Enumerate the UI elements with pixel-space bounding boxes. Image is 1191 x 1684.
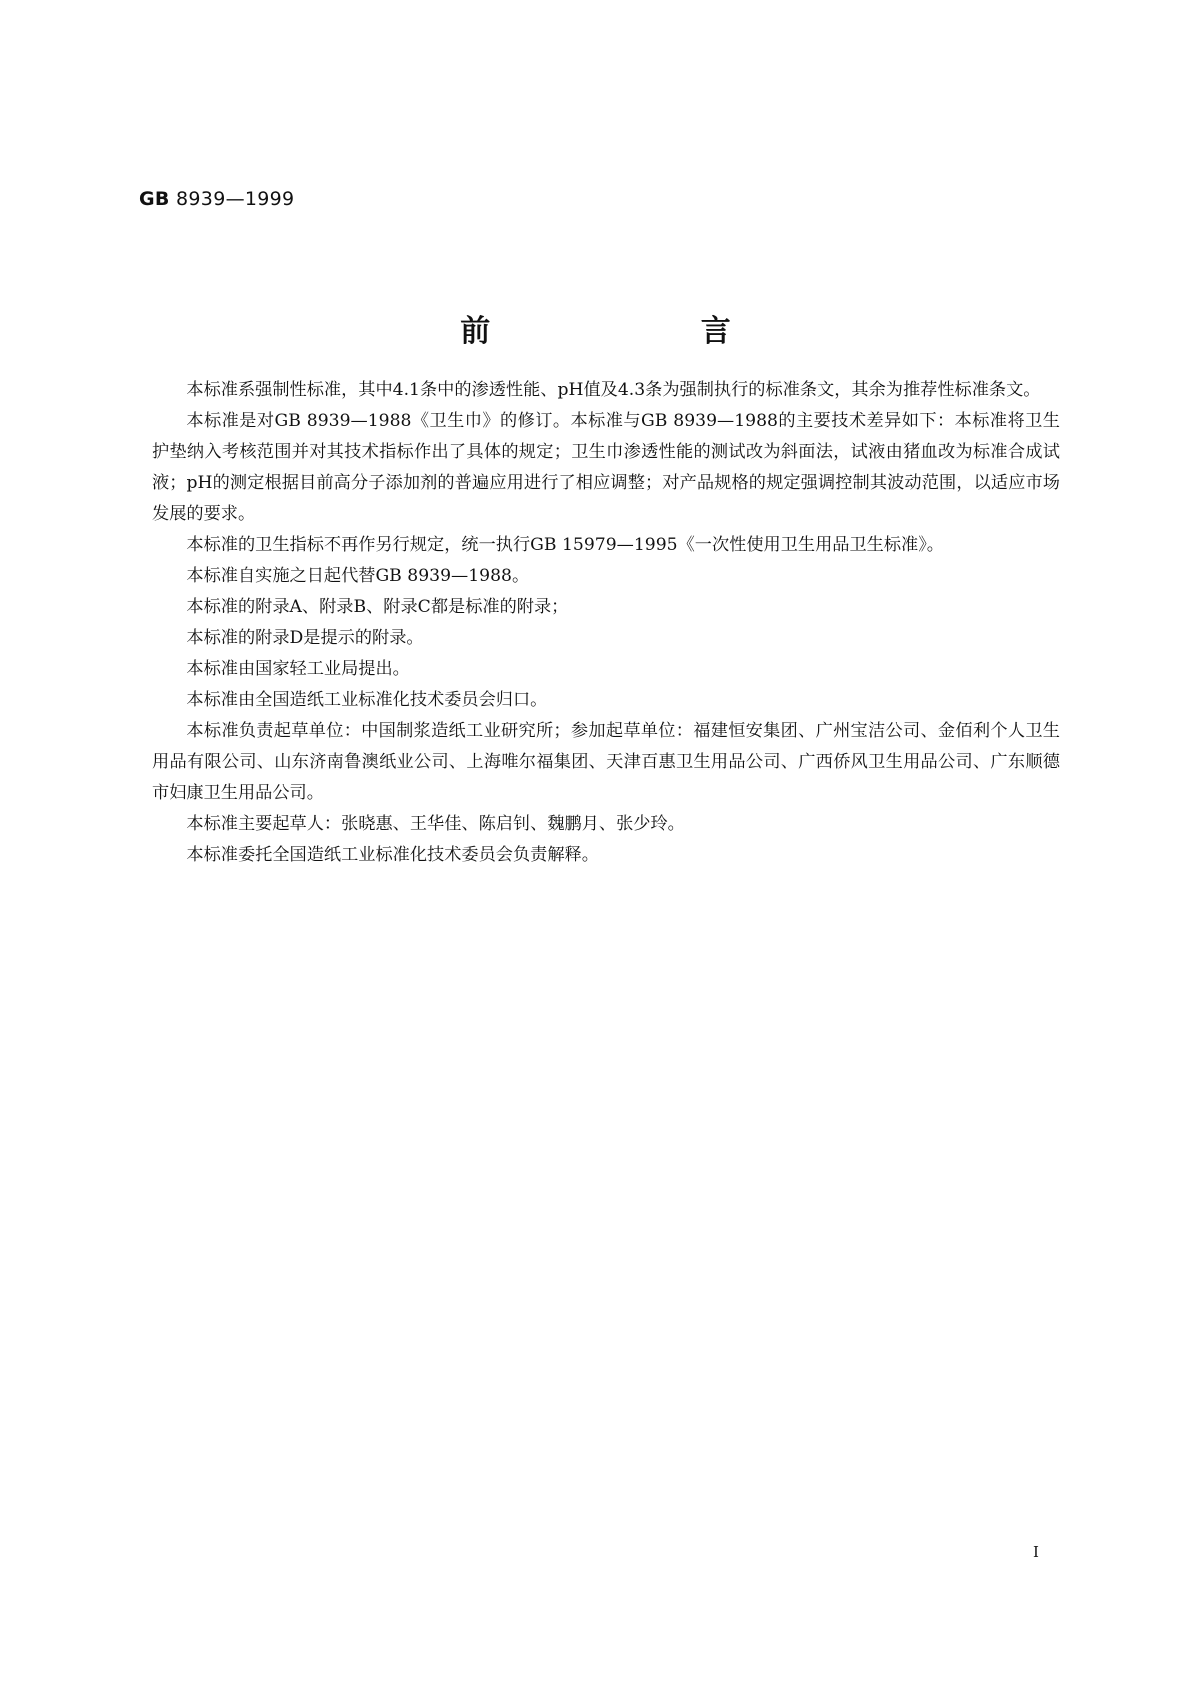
- paragraph-proposed-by: 本标准由国家轻工业局提出。: [186, 659, 410, 679]
- paragraph-revision-differences: 本标准是对GB 8939—1988《卫生巾》的修订。本标准与GB 8939—1988的主要技术差异如下：本标准将卫生护垫纳入考核范围并对其技术指标作出了具体的规定；卫生巾渗透性能的测试改为斜面法，试液由猪血改为标准合成试液；pH的测定根据目前高分子添加剂的普遍应用进行了相应调整；对产品规格的规定强调控制其波动范围，以适应市场发展的要求。: [152, 411, 1060, 524]
- foreword-body: [152, 375, 1060, 871]
- paragraph-interpretation: 本标准委托全国造纸工业标准化技术委员会负责解释。: [186, 845, 599, 865]
- paragraph-informative-annex: 本标准的附录D是提示的附录。: [186, 628, 424, 648]
- paragraph-drafters: 本标准主要起草人：张晓惠、王华佳、陈启钊、魏鹏月、张少玲。: [186, 814, 685, 834]
- page-number: I: [1033, 1543, 1039, 1561]
- paragraph-replacement: 本标准自实施之日起代替GB 8939—1988。: [186, 566, 530, 586]
- standard-code-number: 8939—1999: [176, 188, 295, 210]
- standard-code-prefix: GB: [139, 188, 170, 210]
- paragraph-drafting-units: 本标准负责起草单位：中国制浆造纸工业研究所；参加起草单位：福建恒安集团、广州宝洁公司、金佰利个人卫生用品有限公司、山东济南鲁澳纸业公司、上海唯尔福集团、天津百惠卫生用品公司、广西侨风卫生用品公司、广东顺德市妇康卫生用品公司。: [152, 721, 1060, 803]
- standard-code: [139, 188, 294, 210]
- page-title: 前 言: [460, 314, 831, 349]
- paragraph-normative-annexes: 本标准的附录A、附录B、附录C都是标准的附录；: [186, 597, 569, 617]
- paragraph-mandatory-status: 本标准系强制性标准，其中4.1条中的渗透性能、pH值及4.3条为强制执行的标准条文，其余为推荐性标准条文。: [186, 380, 1041, 400]
- paragraph-hygiene-indicators: 本标准的卫生指标不再作另行规定，统一执行GB 15979—1995《一次性使用卫生用品卫生标准》。: [186, 535, 944, 555]
- paragraph-centralized-by: 本标准由全国造纸工业标准化技术委员会归口。: [186, 690, 548, 710]
